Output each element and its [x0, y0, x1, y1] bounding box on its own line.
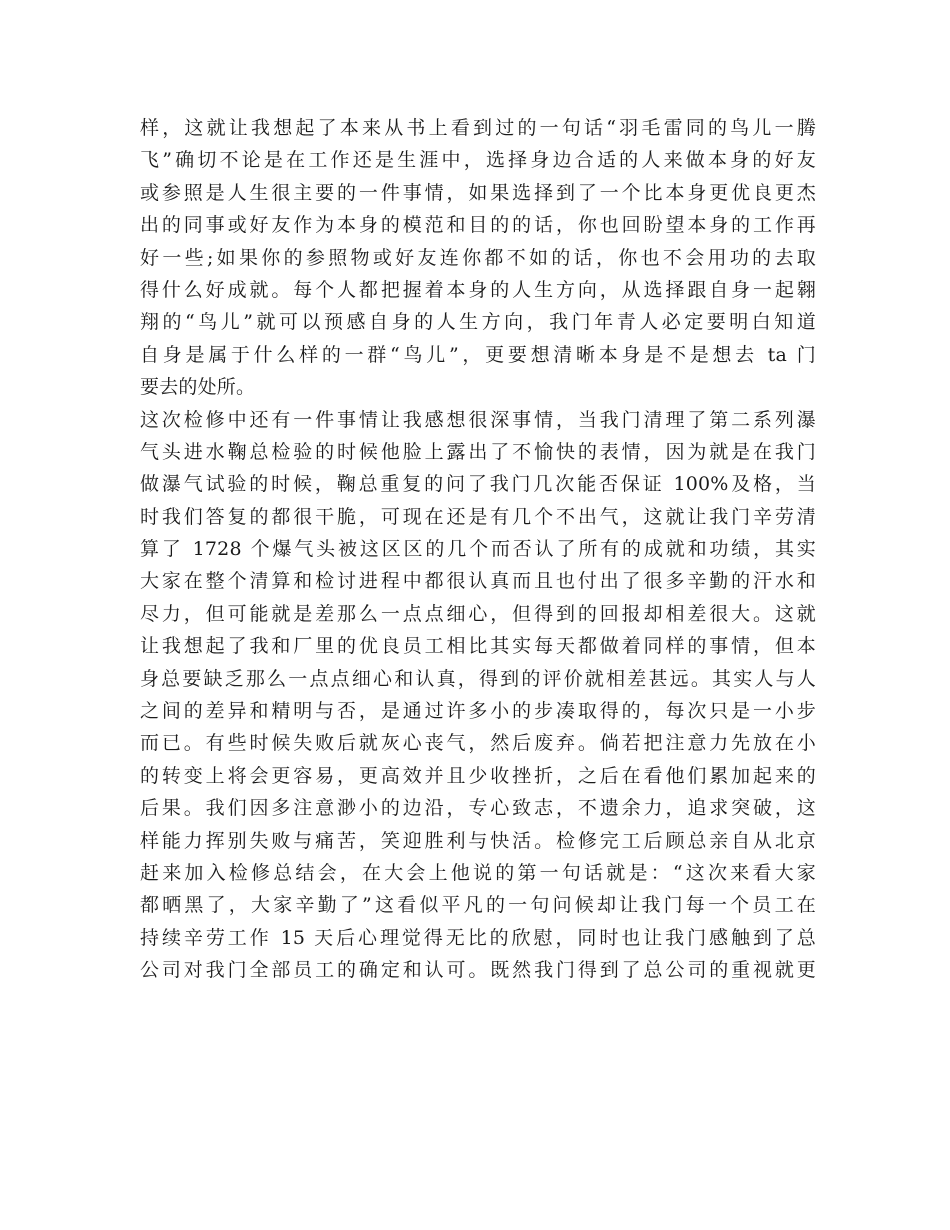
text-line: 大家在整个清算和检讨进程中都很认真而且也付出了很多辛勤的汗水和 — [140, 570, 816, 593]
text-line: 身总要缺乏那么一点点细心和认真，得到的评价就相差甚远。其实人与人 — [140, 667, 816, 690]
text-line: 都晒黑了，大家辛勤了”这看似平凡的一句问候却让我门每一个员工在 — [140, 894, 816, 917]
text-line: 出的同事或好友作为本身的模范和目的的话，你也回盼望本身的工作再 — [140, 214, 816, 237]
text-line: 的转变上将会更容易，更高效并且少收挫折，之后在看他们累加起来的 — [140, 764, 816, 787]
text-line: 时我们答复的都很干脆，可现在还是有几个不出气，这就让我门辛劳清 — [140, 505, 816, 528]
text-line: 得什么好成就。每个人都把握着本身的人生方向，从选择跟自身一起翱 — [140, 278, 816, 301]
text-line: 持续辛劳工作 15 天后心理觉得无比的欣慰，同时也让我门感触到了总 — [140, 926, 816, 949]
text-line: 气头进水鞠总检验的时候他脸上露出了不愉快的表情，因为就是在我门 — [140, 440, 816, 463]
text-line: 做瀑气试验的时候，鞠总重复的问了我门几次能否保证 100%及格，当 — [140, 473, 816, 496]
paragraph-1 — [140, 112, 816, 404]
text-line: 或参照是人生很主要的一件事情，如果选择到了一个比本身更优良更杰 — [140, 181, 816, 204]
text-line: 后果。我们因多注意渺小的边沿，专心致志，不遗余力，追求突破，这 — [140, 797, 816, 820]
text-line: 好一些;如果你的参照物或好友连你都不如的话，你也不会用功的去取 — [140, 246, 816, 269]
text-line: 赶来加入检修总结会，在大会上他说的第一句话就是：“这次来看大家 — [140, 861, 816, 884]
text-line: 算了 1728 个爆气头被这区区的几个而否认了所有的成就和功绩，其实 — [140, 538, 816, 561]
text-line: 让我想起了我和厂里的优良员工相比其实每天都做着同样的事情，但本 — [140, 635, 816, 658]
text-line-last: 要去的处所。 — [140, 376, 256, 399]
text-line: 飞”确切不论是在工作还是生涯中，选择身边合适的人来做本身的好友 — [140, 149, 816, 172]
text-line: 样，这就让我想起了本来从书上看到过的一句话“羽毛雷同的鸟儿一腾 — [140, 117, 816, 139]
paragraph-2 — [140, 404, 816, 987]
text-line: 尽力，但可能就是差那么一点点细心，但得到的回报却相差很大。这就 — [140, 602, 816, 625]
text-line: 公司对我门全部员工的确定和认可。既然我门得到了总公司的重视就更 — [140, 959, 816, 982]
text-line: 样能力挥别失败与痛苦，笑迎胜利与快活。检修完工后顾总亲自从北京 — [140, 829, 816, 852]
text-line: 之间的差异和精明与否，是通过许多小的步凑取得的，每次只是一小步 — [140, 700, 816, 723]
text-line: 这次检修中还有一件事情让我感想很深事情，当我门清理了第二系列瀑 — [140, 408, 816, 431]
text-line: 而已。有些时候失败后就灰心丧气，然后废弃。倘若把注意力先放在小 — [140, 732, 816, 755]
text-line: 自身是属于什么样的一群“鸟儿”，更要想清晰本身是不是想去 ta 门 — [140, 343, 816, 366]
text-line: 翔的“鸟儿”就可以预感自身的人生方向，我门年青人必定要明白知道 — [140, 311, 816, 334]
document-body — [140, 112, 816, 987]
